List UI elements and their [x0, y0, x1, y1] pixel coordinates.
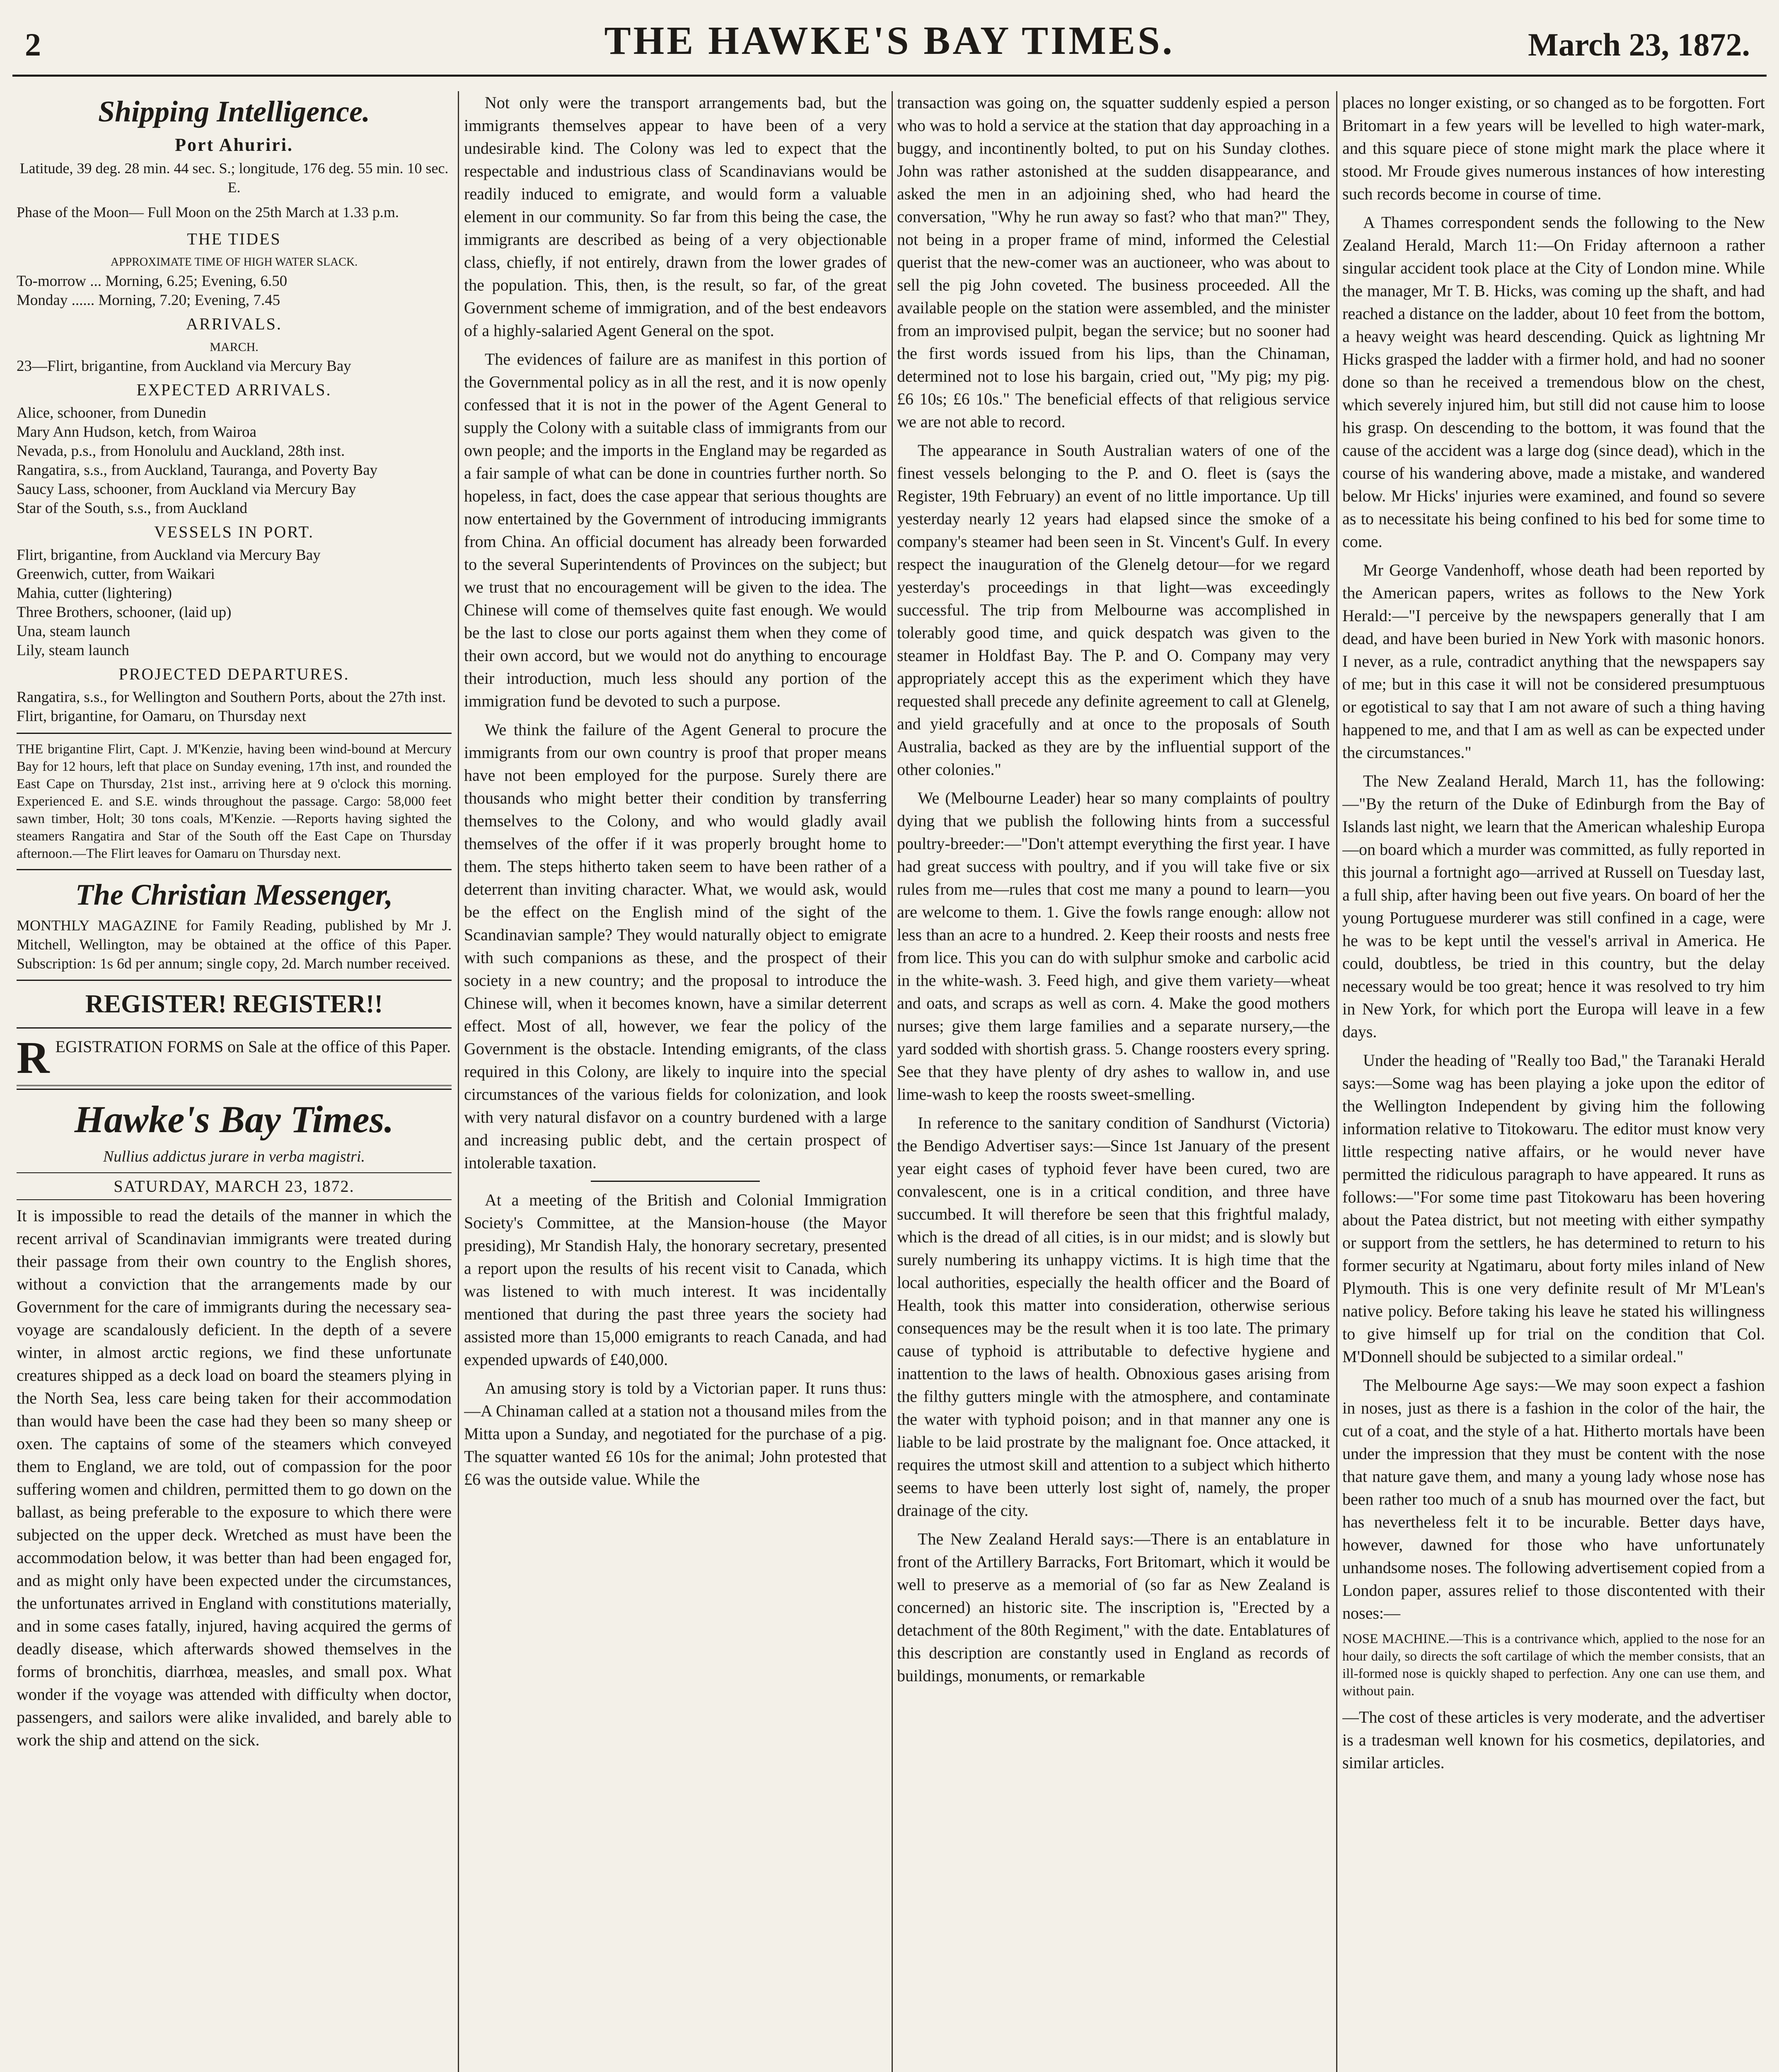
- in-port-row: Mahia, cutter (lightering): [17, 585, 172, 602]
- editorial-paragraph: It is impossible to read the details of the manner in which the recent arrival of Scandinavian immigrants were treated during their passage from their own country to the English shores, without a conviction that the arrangements made by our Government for the care of immigrants during the necessary sea-voyage are scandalously deficient. In the depth of a severe winter, in almost arctic regions, we find these unfortunate creatures shipped as a deck load on board the steamers plying in the North Sea, less care being taken for their accommodation than would have been the case had they been so many sheep or oxen. The captains of some of the steamers which conveyed them to England, we are told, out of compassion for the poor suffering women and children, permitted them to go down on the ballast, as being preferable to the exposure to which there were subjected on the upper deck. Wretched as must have been the accommodation below, it was better than had been engaged for, and as might only have been expected under the circumstances, the unfortunates arrived in England with constitutions materially, and in some cases fatally, injured, having acquired the germs of deadly disease, which afterwards showed themselves in the forms of bronchitis, diarrhœa, measles, and small pox. What wonder if the voyage was attended with difficulty when doctor, passengers, and sailors were alike invalided, and barely able to work the ship and attend on the sick.: [17, 1206, 452, 1749]
- tides-note: APPROXIMATE TIME OF HIGH WATER SLACK.: [110, 256, 358, 269]
- news-item: places no longer existing, or so changed as to be forgotten. Fort Britomart in a few years will be levelled to high water-mark, and this square piece of stone might mark the place where it stood. Mr Froude gives numerous instances of how interesting such records become in course of time.: [1342, 93, 1765, 203]
- news-item: The New Zealand Herald, March 11, has the following:—"By the return of the Duke of Edinburgh from the Bay of Islands last night, we learn that the American whaleship Europa—on board which a murder was committed, as fully reported in this journal a fortnight ago—arrived at Russell on Tuesday last, a full ship, after having been out five years. On board of her the young Portuguese murderer was still confined in a cage, were he was to be kept until the vessel's arrival in America. He could, doubtless, be tried in this country, but the delay necessary would be too great; hence it was resolved to try him in New York, for which port the Europa will leave in a few days.: [1342, 772, 1765, 1041]
- divider: [17, 1085, 452, 1090]
- departures-heading: PROJECTED DEPARTURES.: [118, 665, 350, 683]
- in-port-row: Greenwich, cutter, from Waikari: [17, 566, 215, 583]
- paper-name: Hawke's Bay Times.: [74, 1098, 394, 1140]
- divider: [17, 980, 452, 981]
- expected-row: Star of the South, s.s., from Auckland: [17, 500, 248, 517]
- port-name: Port Ahuriri.: [175, 135, 293, 155]
- column-3: [897, 91, 1330, 2072]
- tides-list: [17, 272, 452, 310]
- column-1: [17, 91, 452, 2072]
- departure-row: Rangatira, s.s., for Wellington and Southern Ports, about the 27th inst.: [17, 689, 446, 706]
- editorial-paragraph: We think the failure of the Agent General to procure the immigrants from our own country is proof that proper means have not been employed for the purpose. Surely there are thousands who might better their condition by transferring themselves to the Colony, and who would gladly avail themselves of the offer if it was properly brought home to them. The steps hitherto taken seem to have been rather of a deterrent than inviting character. What, we would ask, would be the effect on the English mind of the sight of the Scandinavian sample? They would naturally object to emigrate with such companions as these, and the prospect of their society in a new country; and the proposal to introduce the Chinese will, when it becomes known, have a similar deterrent effect. Most of all, however, we fear the policy of the Government is the obstacle. Intending emigrants, of the class required in this Colony, are likely to inquire into the special circumstances of the various fields for colonization, and look with very natural disfavor on a country burdened with a large and increasing public debt, and the certain prospect of intolerable taxation.: [464, 720, 887, 1172]
- column-rule: [1336, 91, 1337, 2072]
- divider: [17, 869, 452, 870]
- expected-row: Saucy Lass, schooner, from Auckland via Mercury Bay: [17, 481, 356, 498]
- masthead: [12, 18, 1767, 77]
- in-port-list: [17, 546, 452, 660]
- news-item: Under the heading of "Really too Bad," the Taranaki Herald says:—Some wag has been playing a joke upon the editor of the Wellington Independent by giving him the following information relative to Titokowaru. The editor must know very little respecting native affairs, or he would never have permitted the ridiculous paragraph to have appeared. It runs as follows:—"For some time past Titokowaru has been hovering about the Patea district, but not meeting with either sympathy or support from the settlers, he has determined to return to his former security at Ngatimaru, about forty miles inland of New Plymouth. This is one very definite result of Mr M'Lean's native policy. Before taking his leave he stated his willingness to give himself up for trial on the condition that Col. M'Donnell should be subjected to a similar ordeal.": [1342, 1051, 1765, 1366]
- news-item: A Thames correspondent sends the following to the New Zealand Herald, March 11:—On Friday afternoon a rather singular accident took place at the City of London mine. While the manager, Mr T. B. Hicks, was coming up the shaft, and had reached a distance on the ladder, about 10 feet from the bottom, a heavy weight was heard descending. Quick as lightning Mr Hicks grasped the ladder with a firmer hold, and had no sooner done so than he received a tremendous blow on the chest, which severely injured him, but still did not cause him to loose his grasp. On descending to the bottom, it was found that the cause of the accident was a large dog (since dead), which in the course of his wandering above, made a mistake, and wandered below. Mr Hicks' injuries were examined, and found so severe as to necessitate his being confined to his bed for some time to come.: [1342, 213, 1765, 551]
- messenger-body: MONTHLY MAGAZINE for Family Reading, published by Mr J. Mitchell, Wellington, may be obtained at the office of this Paper. Subscription: 1s 6d per annum; single copy, 2d. March number received.: [17, 917, 452, 972]
- moon-phase: Phase of the Moon— Full Moon on the 25th March at 1.33 p.m.: [17, 204, 399, 220]
- expected-row: Rangatira, s.s., from Auckland, Tauranga, and Poverty Bay: [17, 462, 378, 479]
- news-item: At a meeting of the British and Colonial Immigration Society's Committee, at the Mansion-house (the Mayor presiding), Mr Standish Haly, the honorary secretary, presented a report upon the results of his recent visit to Canada, which was listened to with much interest. It was incidentally mentioned that during the past three years the society had assisted more than 15,000 emigrants to reach Canada, and had expended upwards of £40,000.: [464, 1191, 887, 1369]
- departure-row: Flirt, brigantine, for Oamaru, on Thursday next: [17, 708, 307, 725]
- register-body: EGISTRATION FORMS on Sale at the office of this Paper.: [55, 1037, 451, 1056]
- in-port-row: Three Brothers, schooner, (laid up): [17, 604, 232, 621]
- register-heading: REGISTER! REGISTER!!: [85, 990, 383, 1018]
- news-item: We (Melbourne Leader) hear so many complaints of poultry dying that we publish the following hints from a successful poultry-breeder:—"Don't attempt everything the first year. I have had great success with poultry, and if you will take five or six rules from me—rules that cost me many a pound to learn—you are welcome to them. 1. Give the fowls range enough: allow not less than an acre to a hundred. 2. Keep their roosts and nests free from lice. This you can do with sulphur smoke and carbolic acid in the white-wash. 3. Feed high, and give them variety—wheat and oats, and scraps as well as corn. 4. Make the good mothers nurses; give them large families and a separate nursery,—the yard sodded with shortish grass. 5. Change roosters every spring. See that they have plenty of dry ashes to wallow in, and use lime-wash to keep the roosts sweet-smelling.: [897, 789, 1330, 1104]
- editorial-paragraph: The evidences of failure are as manifest in this portion of the Governmental policy as in all the rest, and it is now openly confessed that it is not in the power of the Agent General to supply the Colony with a suitable class of immigrants from our own people; and the imports in the England may be regarded as a fair sample of what can be done in countries further north. So hopeless, in fact, does the case appear that serious thoughts are now entertained by the Government of introducing immigrants from China. An official document has already been forwarded to the several Superintendents of Provinces on the subject; but we trust that no encouragement will be given to the idea. The Chinese will come of themselves quite fast enough. We would be the last to close our ports against them when they come of their own accord, but we would not do anything to encourage their introduction, much less should any portion of the immigration fund be devoted to such a purpose.: [464, 350, 887, 710]
- news-item: —The cost of these articles is very moderate, and the advertiser is a tradesman well known for his cosmetics, depilatories, and similar articles.: [1342, 1708, 1765, 1772]
- in-port-heading: VESSELS IN PORT.: [154, 523, 314, 541]
- arrivals-list: [17, 357, 452, 376]
- register-notice: [17, 1035, 452, 1078]
- in-port-row: Lily, steam launch: [17, 642, 129, 659]
- nose-machine-ad: NOSE MACHINE.—This is a contrivance which, applied to the nose for an hour daily, so directs the soft cartilage of which the member consists, that an ill-formed nose is quickly shaped to perfection. Any one can use them, and without pain.: [1342, 1631, 1765, 1699]
- news-item: The New Zealand Herald says:—There is an entablature in front of the Artillery Barracks, Fort Britomart, which it would be well to preserve as a memorial of (so far as New Zealand is concerned) an historic site. The inscription is, "Erected by a detachment of the 80th Regiment," with the date. Entablatures of this description are constantly used in England as records of buildings, monuments, or remarkable: [897, 1530, 1330, 1685]
- expected-list: [17, 404, 452, 518]
- column-rule: [458, 91, 459, 2072]
- arrivals-heading: ARRIVALS.: [186, 315, 282, 333]
- news-item: In reference to the sanitary condition of Sandhurst (Victoria) the Bendigo Advertiser says:—Since 1st January of the present year eight cases of typhoid fever have been cured, two are convalescent, one is in a critical condition, and three have succumbed. It will therefore be seen that this frightful malady, which is the dread of all cities, is in our midst; and is slowly but surely numbering its unhappy victims. It is high time that the local authorities, especially the health officer and the Board of Health, took this matter into consideration, otherwise serious consequences may be the result when it is too late. The primary cause of typhoid is attributable to defective hygiene and inattention to the laws of health. Obnoxious gases arising from the filthy gutters mingle with the atmosphere, and contaminate the water with typhoid poison; and in that manner any one is liable to be laid prostrate by the malignant foe. Once attacked, it requires the utmost skill and attention to a subject which hitherto seems to have been utterly lost sight of, namely, the proper drainage of the city.: [897, 1113, 1330, 1520]
- paper-motto: Nullius addictus jurare in verba magistri.: [103, 1148, 365, 1165]
- editorial-paragraph: Not only were the transport arrangements bad, but the immigrants themselves appear to have been of a very undesirable kind. The Colony was led to expect that the respectable and industrious class of Scandinavians would be readily induced to emigrate, and would form a valuable element in our community. So far from this being the case, the immigrants are described as being of a very objectionable class, chiefly, if not entirely, drawn from the lower grades of the population. This, then, is the result, so far, of the great Government scheme of immigration, and of the best endeavors of a highly-salaried Agent General on the spot.: [464, 93, 887, 340]
- newspaper-title: THE HAWKE'S BAY TIMES.: [604, 18, 1175, 63]
- expected-heading: EXPECTED ARRIVALS.: [136, 380, 332, 399]
- shipping-heading: Shipping Intelligence.: [98, 95, 370, 128]
- column-rule: [892, 91, 893, 2072]
- departures-list: [17, 688, 452, 726]
- issue-date: March 23, 1872.: [1528, 27, 1750, 63]
- arrivals-month: MARCH.: [210, 340, 259, 354]
- page-number: 2: [25, 27, 41, 63]
- dateline: SATURDAY, MARCH 23, 1872.: [17, 1172, 452, 1200]
- tide-row: Monday ...... Morning, 7.20; Evening, 7.45: [17, 292, 280, 309]
- divider: [17, 733, 452, 734]
- expected-row: Mary Ann Hudson, ketch, from Wairoa: [17, 424, 256, 441]
- flirt-notice: THE brigantine Flirt, Capt. J. M'Kenzie, having been wind-bound at Mercury Bay for 12 hours, left that place on Sunday evening, 17th inst, and rounded the East Cape on Thursday, 21st inst., arriving here at 9 o'clock this morning. Experienced E. and S.E. winds throughout the passage. Cargo: 58,000 feet sawn timber, Holt; 30 tons coals, M'Kenzie. —Reports having sighted the steamers Rangatira and Star of the South off the East Cape on Thursday afternoon.—The Flirt leaves for Oamaru on Thursday next.: [17, 742, 452, 861]
- divider: [591, 1181, 760, 1182]
- in-port-row: Flirt, brigantine, from Auckland via Mercury Bay: [17, 547, 321, 564]
- column-4: [1342, 91, 1765, 2072]
- messenger-heading: The Christian Messenger,: [75, 878, 393, 911]
- tides-heading: THE TIDES: [187, 230, 281, 248]
- in-port-row: Una, steam launch: [17, 623, 131, 640]
- arrival-row: 23—Flirt, brigantine, from Auckland via Mercury Bay: [17, 358, 351, 375]
- news-item: transaction was going on, the squatter suddenly espied a person who was to hold a service at the station that day approaching in a buggy, and incontinently bolted, to put on his Sunday clothes. John was rather astonished at the sudden disappearance, and asked the men in an adjoining shed, who had heard the conversation, "Why he run away so fast? who that man?" They, not being in a proper frame of mind, informed the Celestial querist that the new-comer was an auctioneer, who was about to sell the pig John coveted. The business proceeded. All the available people on the station were assembled, and the minister from an improvised pulpit, began the service; but no sooner had the first words issued from his lips, than the Chinaman, determined not to lose his bargain, cried out, "My pig; my pig. £6 10s; £6 10s." The beneficial effects of that religious service we are not able to record.: [897, 93, 1330, 431]
- news-item: Mr George Vandenhoff, whose death had been reported by the American papers, writes as follows to the New York Herald:—"I perceive by the newspapers generally that I am dead, and have been buried in New York with masonic honors. I never, as a rule, contradict anything that the newspapers say of me; but in this case it will not be considered presumptuous or egotistical to say that I am not aware of such a thing having happened to me, and that I am as well as can be expected under the circumstances.": [1342, 561, 1765, 762]
- news-item: An amusing story is told by a Victorian paper. It runs thus:—A Chinaman called at a station not a thousand miles from the Mitta upon a Sunday, and negotiated for the purchase of a pig. The squatter wanted £6 10s for the animal; John protested that £6 was the outside value. While the: [464, 1379, 887, 1489]
- divider: [17, 1027, 452, 1029]
- drop-cap: R: [17, 1035, 50, 1078]
- tide-row: To-morrow ... Morning, 6.25; Evening, 6.50: [17, 273, 288, 290]
- column-2: [464, 91, 887, 2072]
- expected-row: Nevada, p.s., from Honolulu and Auckland, 28th inst.: [17, 443, 345, 460]
- latitude: Latitude, 39 deg. 28 min. 44 sec. S.; longitude, 176 deg. 55 min. 10 sec. E.: [19, 160, 449, 196]
- expected-row: Alice, schooner, from Dunedin: [17, 404, 206, 421]
- news-item: The appearance in South Australian waters of one of the finest vessels belonging to the P. and O. fleet is (says the Register, 19th February) an event of no little importance. Up till yesterday nearly 12 years had elapsed since the smoke of a company's steamer had been seen in St. Vincent's Gulf. In every respect the inauguration of the Glenelg detour—for we regard yesterday's proceedings in that light—was exceedingly successful. The trip from Melbourne was accomplished in tolerably good time, and quick despatch was given to the steamer in Holdfast Bay. The P. and O. Company may very appropriately accept this as the experiment which they have requested shall precede any definite agreement to call at Glenelg, and yield gracefully and at once to the proposals of South Australia, backed as they are by the influential support of the other colonies.": [897, 441, 1330, 779]
- news-item: The Melbourne Age says:—We may soon expect a fashion in noses, just as there is a fashion in the color of the hair, the cut of a coat, and the style of a hat. Hitherto mortals have been under the impression that they must be content with the nose that nature gave them, and many a young lady whose nose has been rather too much of a snub has mourned over the fact, but has nevertheless felt it to be incurable. Better days have, however, dawned for those who have unfortunately unhandsome noses. The following advertisement copied from a London paper, assures relief to those discontented with their noses:—: [1342, 1376, 1765, 1622]
